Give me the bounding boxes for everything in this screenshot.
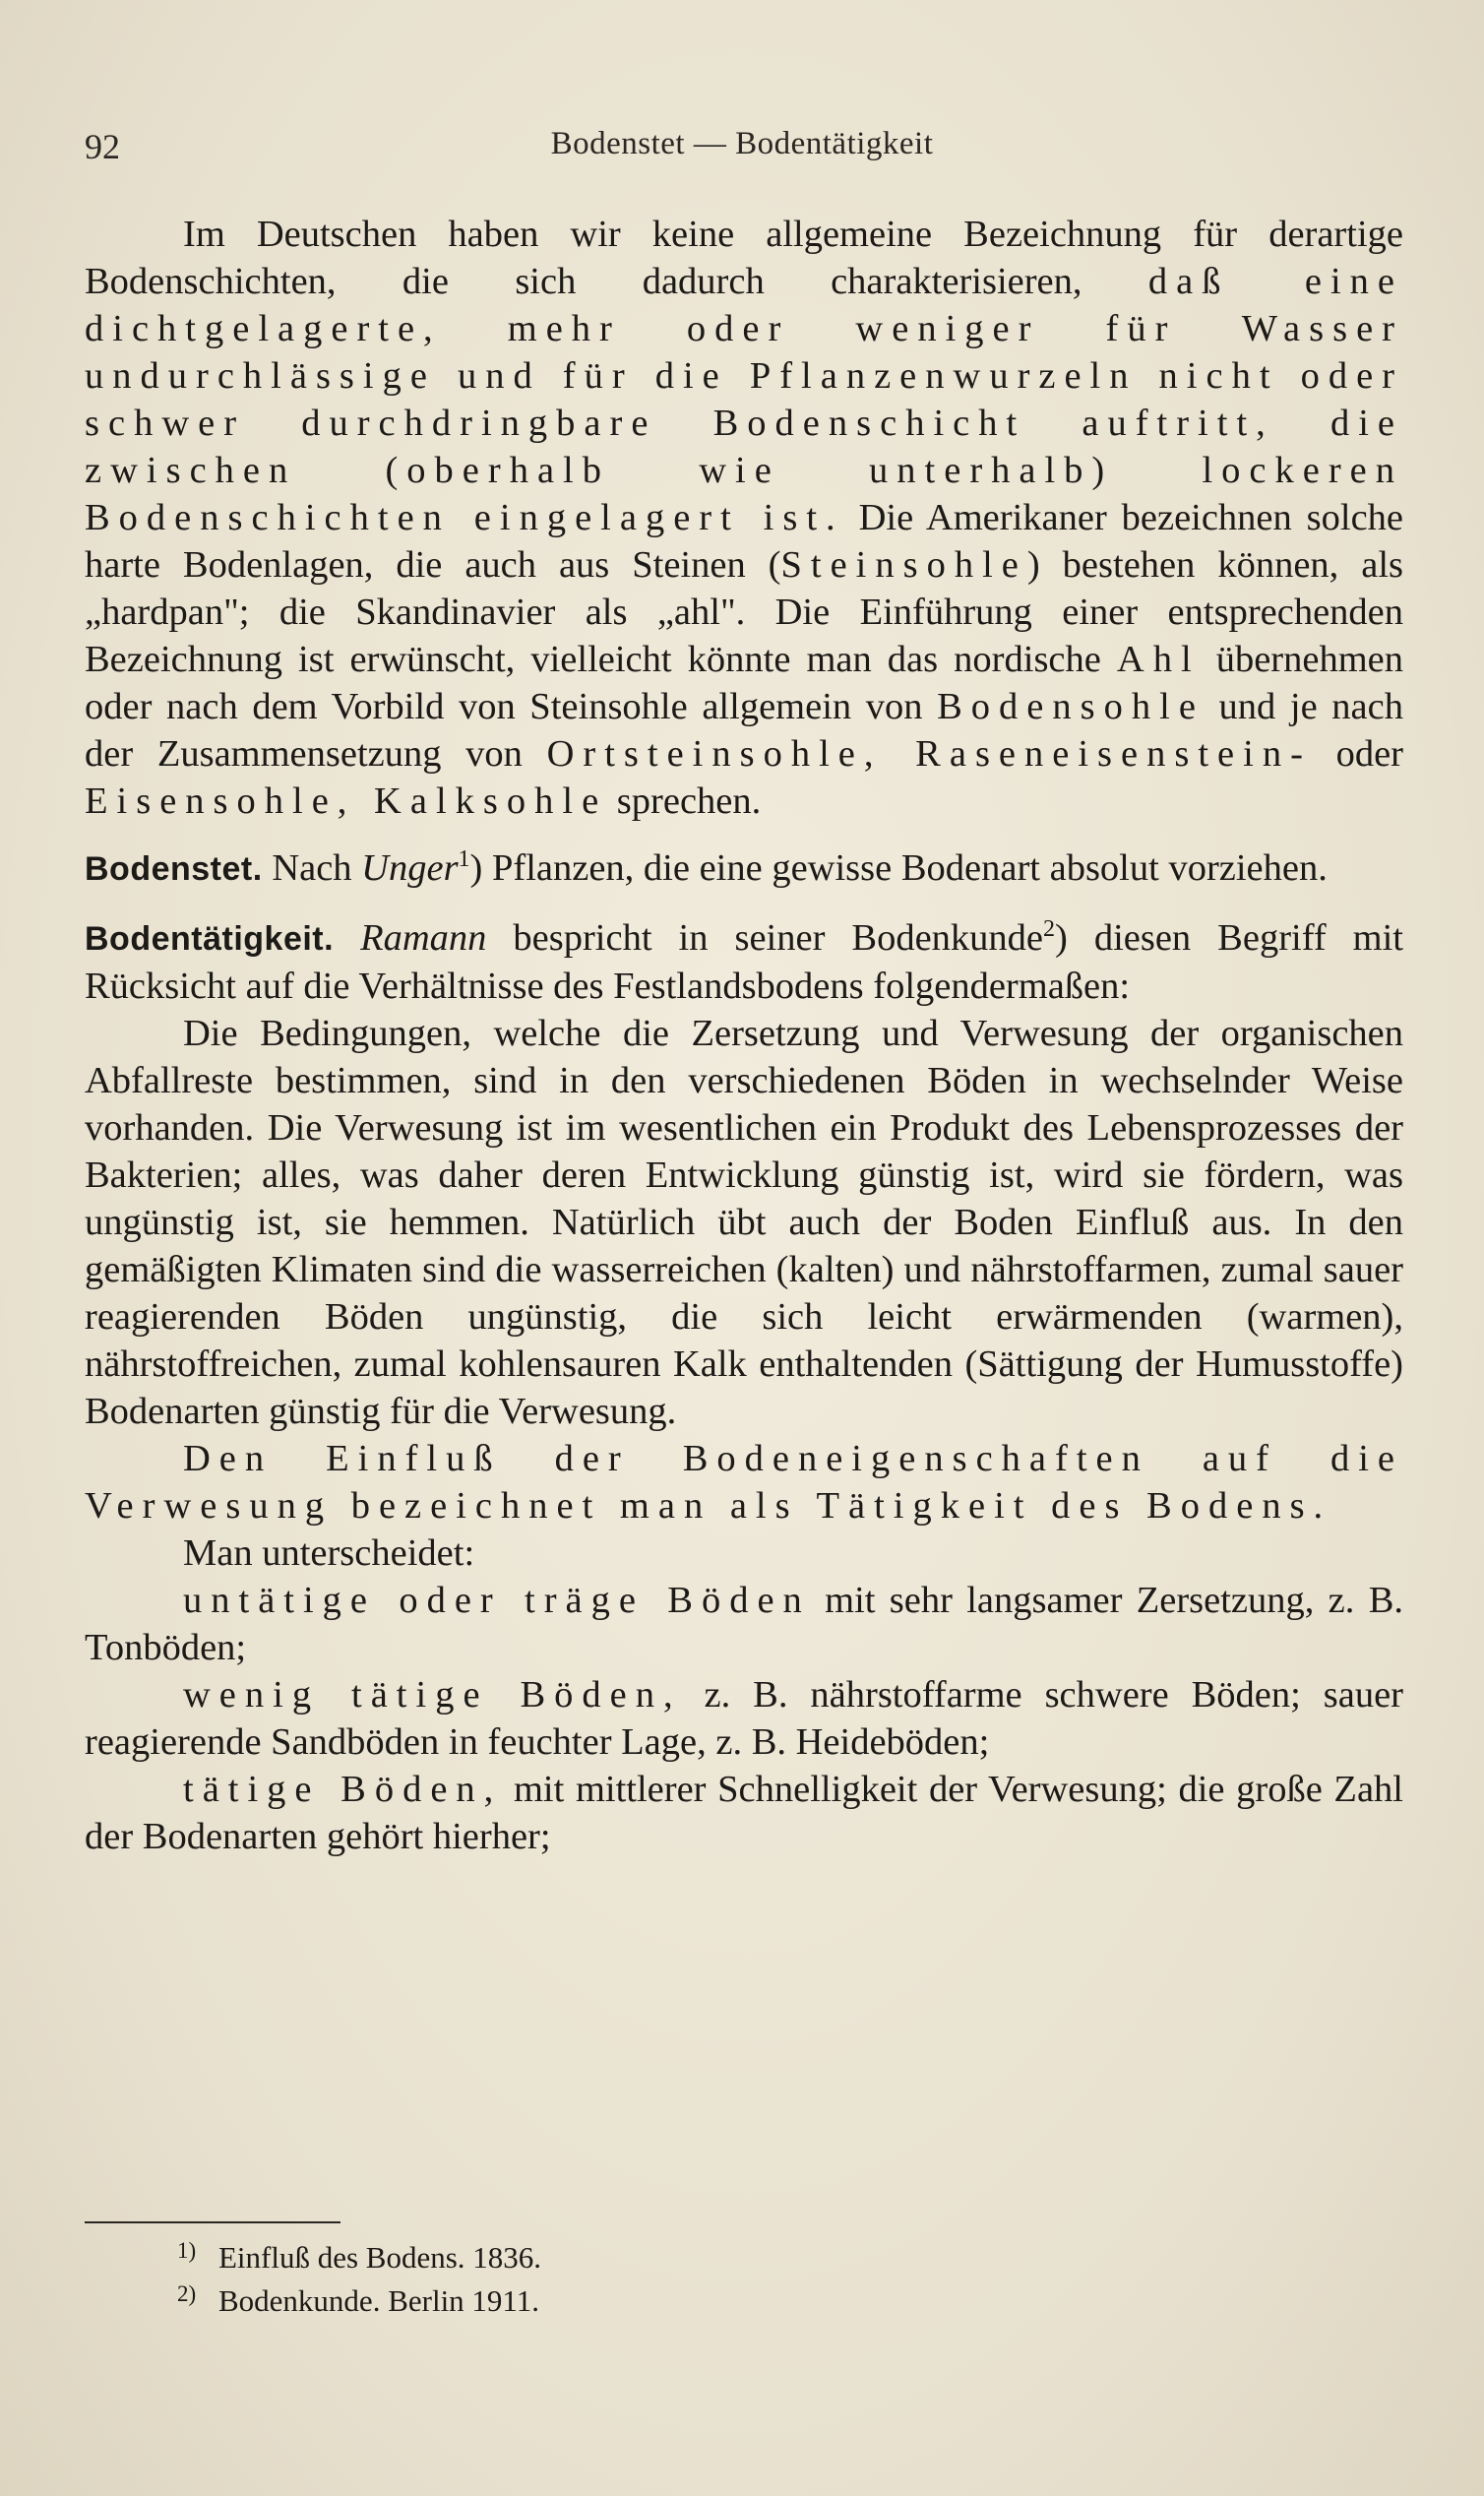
paragraph-definition: Den Einfluß der Bodeneigenschaften auf die Verwesung bezeichnet man als Tätigkeit des Bodens. [85,1438,1403,1527]
lemma-bodenstet: Bodenstet. [85,850,263,888]
footnote-text: Bodenkunde. Berlin 1911. [218,2283,540,2318]
footnote-2: 2) Bodenkunde. Berlin 1911. [177,2281,540,2318]
spaced-text: Ortsteinsohle, Raseneisenstein- [546,733,1312,775]
lemma-bodentaetigkeit: Bodentätigkeit. [85,920,335,958]
footnote-divider [85,2221,340,2223]
text-run [334,917,360,959]
page-header [85,126,1399,175]
entry-bodentaetigkeit [85,914,1403,1010]
page-number: 92 [85,127,120,166]
author-name: Unger [361,847,459,889]
running-head: Bodenstet — Bodentätigkeit [550,126,934,161]
text-run: Nach [262,847,362,889]
spaced-text: tätige Böden, [183,1769,503,1810]
footnotes [177,2236,541,2323]
text-run: übernehmen oder nach dem Vorbild von Steinsohle allgemein von [85,639,1403,727]
spaced-text: wenig tätige Böden, [183,1674,682,1716]
text-run: bespricht in seiner Bodenkunde [486,917,1043,959]
text-run: ) Pflanzen, die eine gewisse Bodenart absolut vorziehen. [469,847,1328,889]
spaced-text: Steinsohle [780,544,1027,586]
text-run: mit sehr langsamer Zersetzung, z. B. Tonböden; [85,1580,1404,1668]
footnote-text: Einfluß des Bodens. 1836. [218,2240,542,2275]
spaced-text: Eisensohle, Kalksohle [85,780,608,822]
footnote-ref: 1 [458,846,470,872]
list-item-wenig-taetige [85,1671,1403,1766]
text-run: ) bestehen können, als „hardpan"; die Skandinavier als „ahl". Die Einführung einer entsprechenden Bezeichnung ist erwünscht, vielleicht könnte man das nordische [85,544,1403,680]
text-run: und je nach der Zusammensetzung von [85,686,1403,775]
footnote-1: 1) Einfluß des Bodens. 1836. [177,2238,542,2275]
list-item-untaetige [85,1577,1403,1671]
text-run: oder [1311,733,1403,775]
spaced-text: untätige oder träge Böden [183,1580,811,1621]
text-run: mit mittlerer Schnelligkeit der Verwesung; die große Zahl der Bodenarten gehört hierher; [85,1769,1403,1857]
page-body [85,211,1403,1860]
paragraph-hardpan [85,211,1403,825]
spaced-text: daß eine dichtgelagerte, mehr oder weniger für Wasser undurchlässige und für die Pflanzenwurzeln nicht oder schwer durchdringbare Bodenschicht auftritt, die zwischen (oberhalb wie unterhalb) lockeren Bodenschichten eingelagert ist. [85,261,1403,538]
spaced-text: Ahl [1116,639,1201,680]
list-item-taetige [85,1766,1403,1860]
footnote-ref: 2 [1043,916,1055,942]
text-run: z. B. nährstoffarme schwere Böden; sauer reagierende Sandböden in feuchter Lage, z. B. Heideböden; [85,1674,1403,1763]
text-run: Die Amerikaner bezeichnen solche harte Bodenlagen, die auch aus Steinen ( [85,497,1404,586]
text-run: Im Deutschen haben wir keine allgemeine Bezeichnung für derartige Bodenschichten, die sich dadurch charakterisieren, [85,214,1403,302]
spaced-text: Bodensohle [937,686,1205,727]
paragraph-conditions: Die Bedingungen, welche die Zersetzung und Verwesung der organischen Abfallreste bestimmen, sind in den verschiedenen Böden in wechselnder Weise vorhanden. Die Verwesung ist im wesentlichen ein Produkt des Lebensprozesses der Bakterien; alles, was daher deren Entwicklung günstig ist, wird sie fördern, was ungünstig ist, sie hemmen. Natürlich übt auch der Boden Einfluß aus. In den gemäßigten Klimaten sind die wasserreichen (kalten) und nährstoffarmen, zumal sauer reagierenden Böden ungünstig, die sich leicht erwärmenden (warmen), nährstoffreichen, zumal kohlensauren Kalk enthaltenden (Sättigung der Humusstoffe) Bodenarten günstig für die Verwesung. [85,1013,1403,1432]
entry-bodenstet [85,844,1403,893]
author-name: Ramann [360,917,487,959]
text-run: ) diesen Begriff mit Rücksicht auf die Verhältnisse des Festlandsbodens folgendermaßen: [85,917,1403,1007]
paragraph-distinguish: Man unterscheidet: [183,1532,475,1574]
text-run: sprechen. [607,780,762,822]
